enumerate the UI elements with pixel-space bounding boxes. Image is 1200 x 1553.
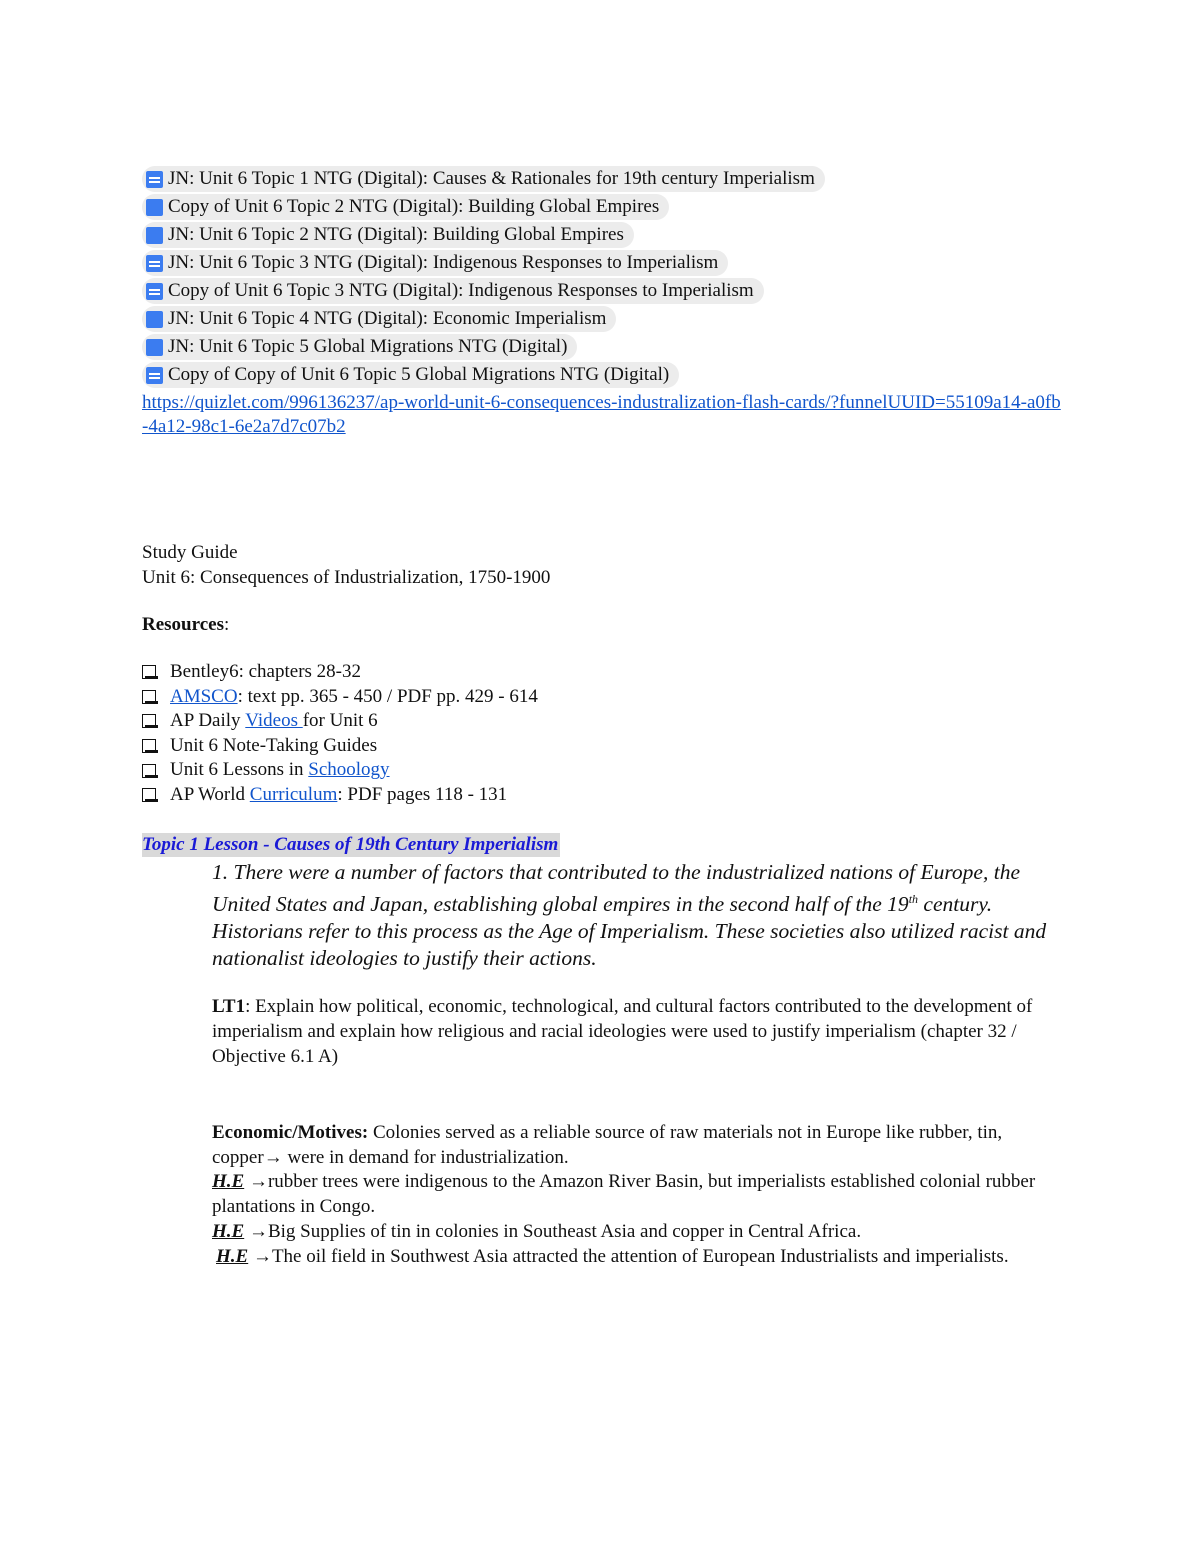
resources-list	[142, 660, 1062, 808]
lt-label: LT1	[212, 995, 246, 1017]
learning-target	[212, 994, 1072, 1069]
resource-text: AP World	[170, 783, 250, 805]
smart-chip[interactable]	[142, 166, 825, 192]
he-label: H.E	[216, 1245, 249, 1267]
chip-label: JN: Unit 6 Topic 1 NTG (Digital): Causes & Rationales for 19th century Imperialism	[168, 168, 815, 189]
he-text: →The oil field in Southwest Asia attracted the attention of European Industrialists and imperialists.	[248, 1245, 1009, 1267]
quizlet-link[interactable]: https://quizlet.com/996136237/ap-world-unit-6-consequences-industralization-flash-cards/?funnelUUID=55109a14-a0fb-4a12-98c1-6e2a7d7c07b2	[142, 392, 1061, 437]
lt-text: : Explain how political, economic, technological, and cultural factors contributed to the development of imperialism and explain how religious and racial ideologies were used to justify imperialism (chapter 32 / Objective 6.1 A)	[212, 995, 1033, 1067]
sheet-icon	[146, 199, 163, 216]
topic-intro	[212, 859, 1072, 972]
he-note	[212, 1170, 1072, 1220]
chip-label: Copy of Unit 6 Topic 3 NTG (Digital): Indigenous Responses to Imperialism	[168, 280, 754, 301]
curriculum-link[interactable]: Curriculum	[249, 783, 338, 805]
amsco-link[interactable]: AMSCO	[170, 685, 238, 707]
resource-item	[142, 758, 1062, 783]
schoology-link[interactable]: Schoology	[308, 759, 390, 781]
checkbox-icon[interactable]	[142, 739, 156, 753]
chip-label: Copy of Unit 6 Topic 2 NTG (Digital): Building Global Empires	[168, 196, 660, 217]
resource-text: : PDF pages 118 - 131	[337, 783, 508, 805]
he-note	[212, 1245, 1072, 1270]
intro-text: century. Historians refer to this process as the Age of Imperialism. These societies also utilized racist and nationalist ideologies to justify their actions.	[212, 891, 1047, 970]
checkbox-icon[interactable]	[142, 788, 156, 802]
chip-label: JN: Unit 6 Topic 3 NTG (Digital): Indigenous Responses to Imperialism	[168, 252, 719, 273]
doc-icon	[146, 255, 163, 272]
resource-item	[142, 685, 1062, 710]
smart-chip[interactable]	[142, 334, 577, 360]
resource-item	[142, 783, 1062, 808]
document-page	[142, 166, 1062, 1270]
intro-superscript: th	[908, 891, 919, 906]
resources-heading	[142, 612, 1062, 638]
he-label: H.E	[212, 1171, 245, 1193]
unit-title: Unit 6: Consequences of Industrialization, 1750-1900	[142, 567, 551, 588]
economic-motives	[212, 1121, 1072, 1270]
resource-item	[142, 709, 1062, 734]
checkbox-icon[interactable]	[142, 764, 156, 778]
intro-text: 1. There were a number of factors that contributed to the industrialized nations of Europe, the United States and Japan, establishing global empires in the second half of the 19	[212, 859, 1020, 916]
econ-text: Colonies served as a reliable source of raw materials not in Europe like rubber, tin, copper→ were in demand for industrialization.	[212, 1121, 1003, 1168]
doc-icon	[146, 367, 163, 384]
videos-link[interactable]: Videos	[245, 710, 303, 732]
resources-colon: :	[223, 614, 230, 635]
study-guide-header	[142, 540, 1062, 590]
resource-text: for Unit 6	[302, 710, 378, 732]
econ-paragraph	[212, 1121, 1072, 1171]
resource-text: Bentley6: chapters 28-32	[170, 661, 362, 682]
topic-body	[212, 859, 1072, 1270]
smart-chip[interactable]	[142, 250, 728, 276]
smart-chip-list	[142, 166, 1062, 390]
topic-heading: Topic 1 Lesson - Causes of 19th Century Imperialism	[142, 833, 559, 855]
he-text: →rubber trees were indigenous to the Amazon River Basin, but imperialists established colonial rubber plantations in Congo.	[212, 1171, 1036, 1218]
he-note	[212, 1220, 1072, 1245]
he-label: H.E	[212, 1220, 245, 1242]
checkbox-icon[interactable]	[142, 690, 156, 704]
sheet-icon	[146, 311, 163, 328]
smart-chip[interactable]	[142, 194, 669, 220]
chip-label: JN: Unit 6 Topic 2 NTG (Digital): Building Global Empires	[168, 224, 624, 245]
smart-chip[interactable]	[142, 278, 764, 304]
resource-item	[142, 660, 1062, 685]
doc-icon	[146, 171, 163, 188]
doc-icon	[146, 283, 163, 300]
resources-heading-text: Resources	[142, 614, 224, 635]
econ-label: Economic/Motives:	[212, 1121, 369, 1143]
checkbox-icon[interactable]	[142, 714, 156, 728]
smart-chip[interactable]	[142, 222, 634, 248]
sheet-icon	[146, 339, 163, 356]
resource-text: : text pp. 365 - 450 / PDF pp. 429 - 614	[237, 685, 538, 707]
sheet-icon	[146, 227, 163, 244]
chip-label: JN: Unit 6 Topic 5 Global Migrations NTG (Digital)	[168, 336, 568, 357]
smart-chip[interactable]	[142, 306, 616, 332]
smart-chip[interactable]	[142, 362, 679, 388]
checkbox-icon[interactable]	[142, 665, 156, 679]
he-text: →Big Supplies of tin in colonies in Southeast Asia and copper in Central Africa.	[244, 1220, 862, 1242]
resource-item	[142, 734, 1062, 759]
study-guide-title: Study Guide	[142, 542, 238, 563]
chip-label: JN: Unit 6 Topic 4 NTG (Digital): Economic Imperialism	[168, 308, 607, 329]
chip-label: Copy of Copy of Unit 6 Topic 5 Global Migrations NTG (Digital)	[168, 364, 670, 385]
resource-text: Unit 6 Note-Taking Guides	[170, 734, 378, 756]
resource-text: Unit 6 Lessons in	[170, 759, 309, 781]
resource-text: AP Daily	[170, 710, 246, 732]
